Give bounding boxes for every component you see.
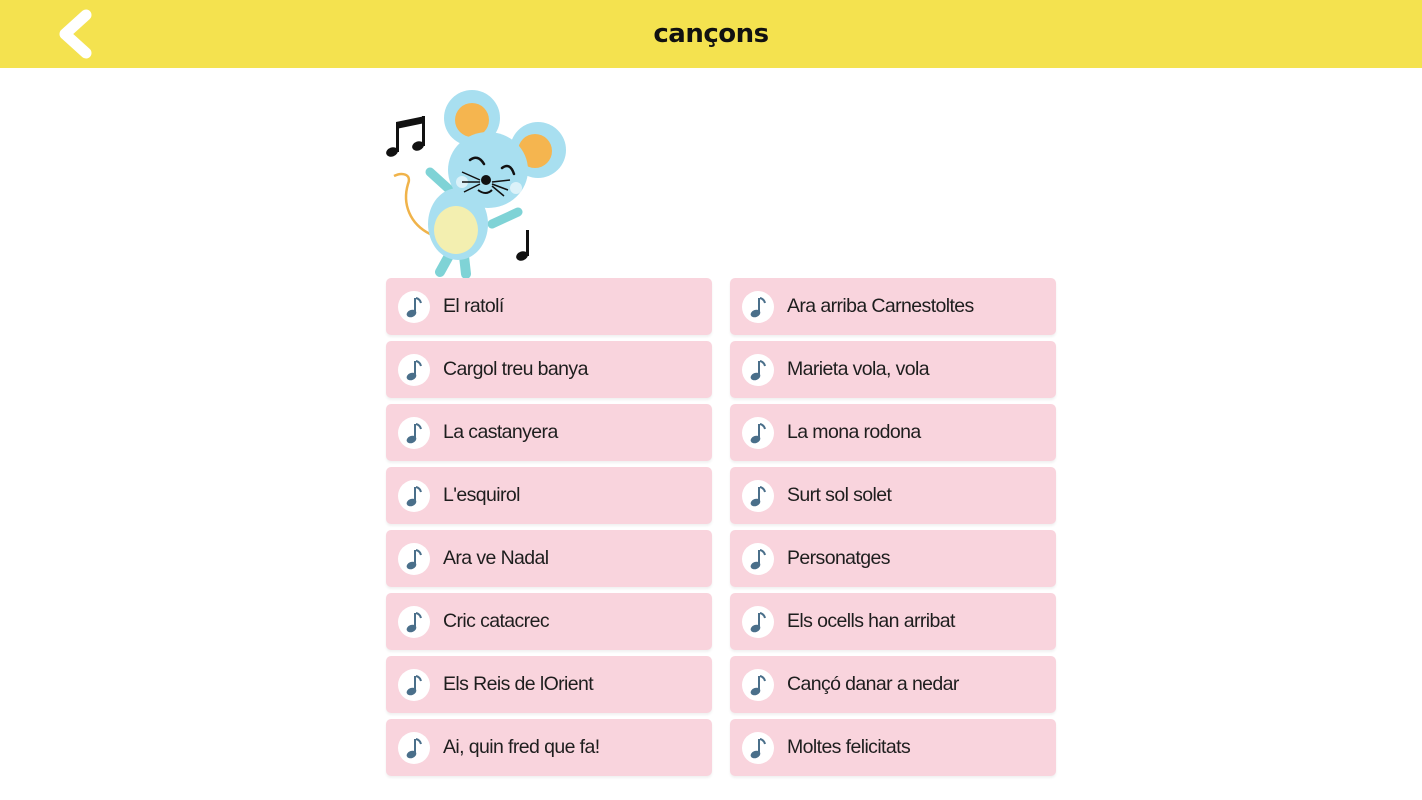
music-note-icon xyxy=(742,291,774,323)
music-note-icon xyxy=(398,480,430,512)
music-note-icon xyxy=(398,606,430,638)
music-note-icon xyxy=(398,291,430,323)
song-item[interactable] xyxy=(386,341,712,398)
song-item[interactable] xyxy=(386,404,712,461)
music-note-icon xyxy=(398,732,430,764)
song-label: Cric catacrec xyxy=(443,610,549,632)
music-note-icon xyxy=(742,480,774,512)
song-label: Ai, quin fred que fa! xyxy=(443,736,600,758)
song-label: Surt sol solet xyxy=(787,484,892,506)
song-item[interactable] xyxy=(386,719,712,776)
song-label: Cançó danar a nedar xyxy=(787,673,959,695)
song-label: Ara arriba Carnestoltes xyxy=(787,295,974,317)
song-item[interactable] xyxy=(730,719,1056,776)
music-note-icon xyxy=(742,354,774,386)
song-item[interactable] xyxy=(386,278,712,335)
song-item[interactable] xyxy=(386,530,712,587)
song-item[interactable] xyxy=(730,467,1056,524)
music-note-icon xyxy=(398,417,430,449)
music-note-icon xyxy=(742,417,774,449)
song-label: Cargol treu banya xyxy=(443,358,588,380)
song-item[interactable] xyxy=(730,530,1056,587)
music-note-icon xyxy=(742,669,774,701)
song-label: La castanyera xyxy=(443,421,558,443)
song-label: El ratolí xyxy=(443,295,504,317)
song-label: Moltes felicitats xyxy=(787,736,911,758)
song-item[interactable] xyxy=(386,467,712,524)
music-note-icon xyxy=(398,354,430,386)
song-item[interactable] xyxy=(730,593,1056,650)
page-title: cançons xyxy=(653,19,769,49)
music-note-icon xyxy=(398,543,430,575)
top-bar xyxy=(0,0,1422,68)
music-note-icon xyxy=(398,669,430,701)
song-item[interactable] xyxy=(730,341,1056,398)
song-label: Els ocells han arribat xyxy=(787,610,955,632)
music-note-icon xyxy=(742,543,774,575)
mouse-mascot-illustration xyxy=(380,84,580,280)
song-label: L'esquirol xyxy=(443,484,520,506)
music-note-icon xyxy=(742,606,774,638)
song-item[interactable] xyxy=(386,656,712,713)
song-label: Els Reis de lOrient xyxy=(443,673,594,695)
song-label: La mona rodona xyxy=(787,421,921,443)
song-item[interactable] xyxy=(730,404,1056,461)
song-item[interactable] xyxy=(730,278,1056,335)
song-list xyxy=(386,278,1058,776)
song-item[interactable] xyxy=(386,593,712,650)
song-label: Personatges xyxy=(787,547,890,569)
song-item[interactable] xyxy=(730,656,1056,713)
song-label: Marieta vola, vola xyxy=(787,358,930,380)
song-label: Ara ve Nadal xyxy=(443,547,549,569)
music-note-icon xyxy=(742,732,774,764)
